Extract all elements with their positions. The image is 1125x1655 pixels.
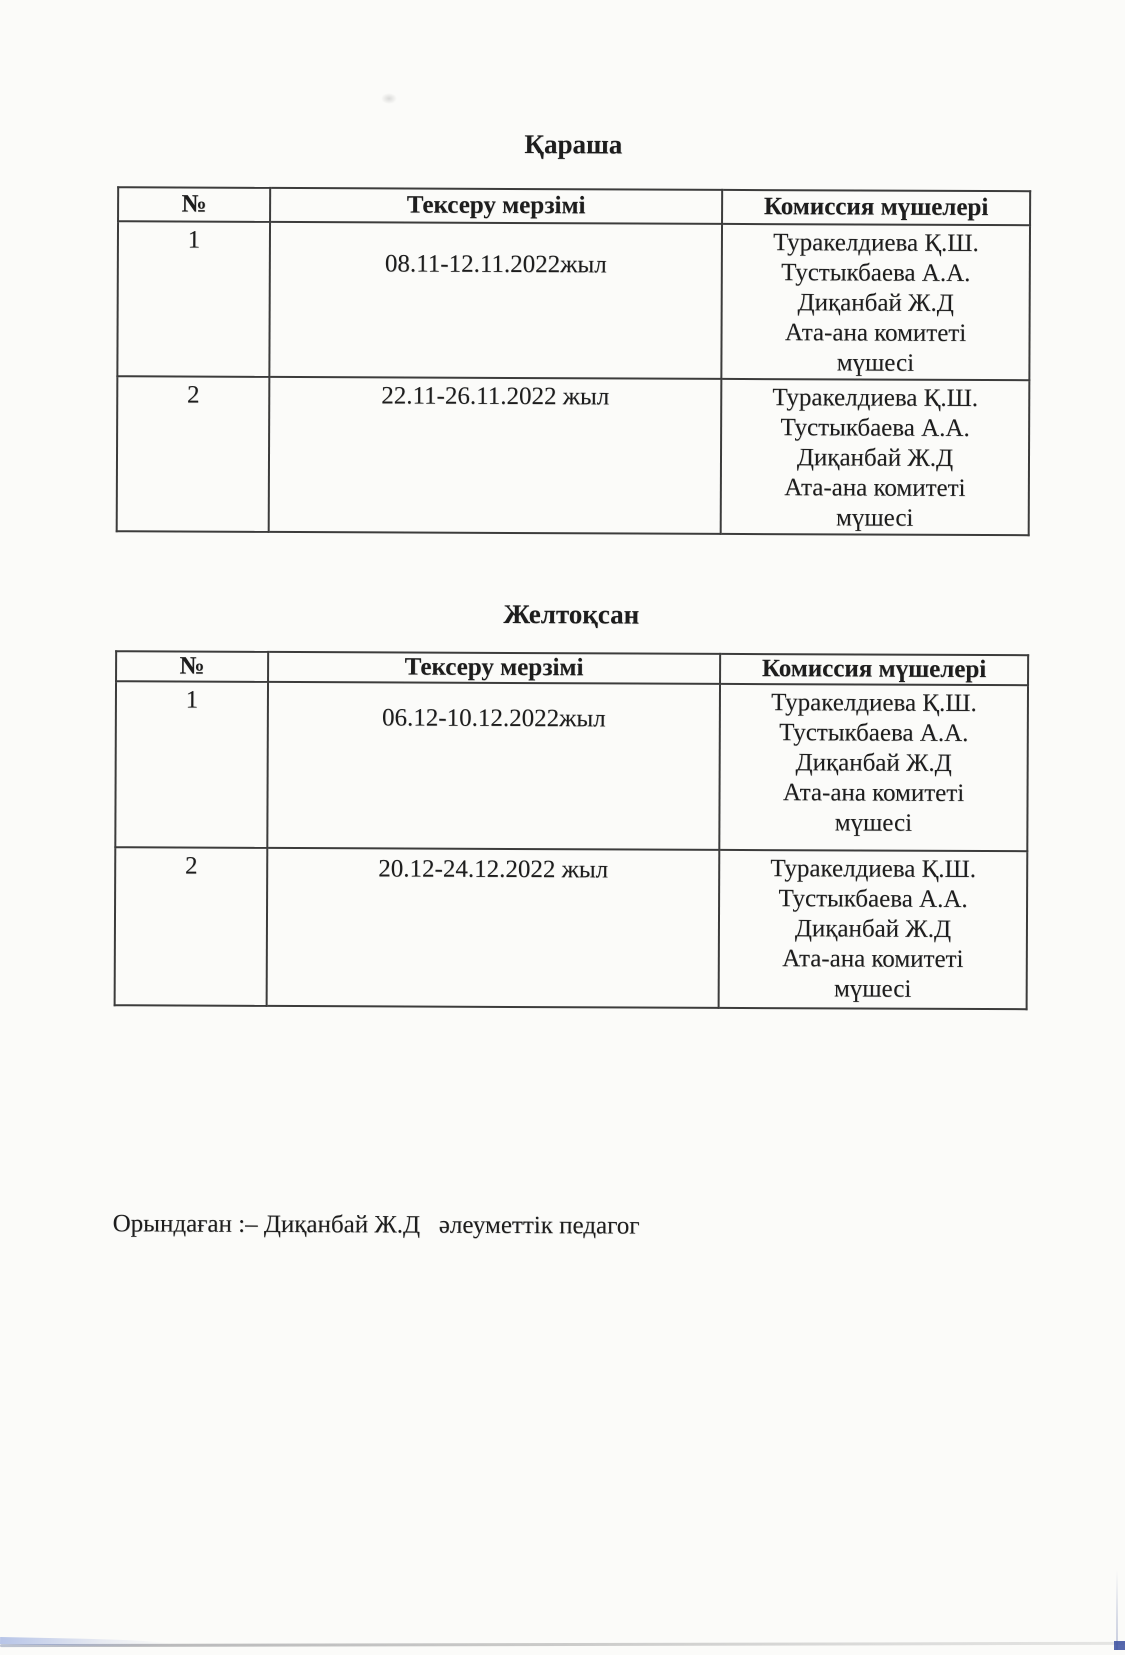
- members-cell: Туракелдиева Қ.Ш. Тустыкбаева А.А. Диқанбай Ж.Д Ата-ана комитеті мүшесі: [719, 850, 1028, 1009]
- table-row: [115, 681, 1028, 851]
- col-header-num: №: [116, 651, 268, 682]
- row-number-cell: 2: [117, 376, 270, 532]
- col-header-period: Тексеру мерзімі: [270, 188, 722, 224]
- period-value: 22.11-26.11.2022 жыл: [381, 382, 610, 411]
- table-row: [117, 376, 1030, 535]
- members-cell: Туракелдиева Қ.Ш. Тустыкбаева А.А. Диқанбай Ж.Д Ата-ана комитеті мүшесі: [721, 379, 1030, 535]
- scan-smudge-artifact: [381, 93, 397, 104]
- month-title-december: Желтоқсан: [503, 598, 640, 630]
- col-header-members: Комиссия мүшелері: [722, 190, 1030, 225]
- period-cell: [269, 377, 722, 534]
- col-header-members: Комиссия мүшелері: [720, 654, 1028, 685]
- schedule-table-november: [116, 186, 1032, 536]
- members-cell: Туракелдиева Қ.Ш. Тустыкбаева А.А. Диқанбай Ж.Д Ата-ана комитеті мүшесі: [719, 684, 1028, 851]
- col-header-period: Тексеру мерзімі: [268, 652, 720, 684]
- members-cell: Туракелдиева Қ.Ш. Тустыкбаева А.А. Диқанбай Ж.Д Ата-ана комитеті мүшесі: [721, 224, 1030, 380]
- table-header-row: [116, 651, 1028, 685]
- period-value: 20.12-24.12.2022 жыл: [378, 855, 609, 884]
- row-number-cell: 1: [115, 681, 268, 848]
- scan-corner-speck-artifact: [1114, 1641, 1125, 1650]
- month-title-november: Қараша: [524, 129, 623, 160]
- schedule-table-december: [114, 650, 1030, 1010]
- table-row: [115, 847, 1028, 1009]
- executor-note: Орындаған :– Диқанбай Ж.Д әлеуметтік педагог: [112, 1210, 640, 1240]
- period-cell: [267, 848, 720, 1008]
- period-value: 06.12-10.12.2022жыл: [381, 704, 606, 733]
- col-header-num: №: [118, 187, 270, 222]
- period-cell: [269, 222, 722, 379]
- period-cell: [267, 682, 720, 850]
- scan-right-edge-artifact: [1116, 1570, 1118, 1650]
- table-header-row: [118, 187, 1030, 225]
- period-value: 08.11-12.11.2022жыл: [384, 250, 607, 279]
- table-row: [117, 221, 1030, 380]
- row-number-cell: 1: [117, 221, 270, 377]
- row-number-cell: 2: [115, 847, 268, 1006]
